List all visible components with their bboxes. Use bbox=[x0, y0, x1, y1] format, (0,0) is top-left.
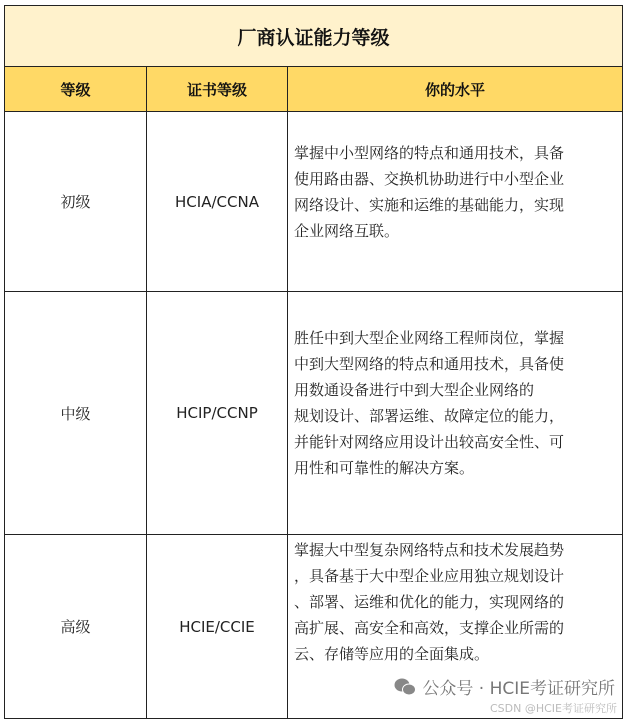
csdn-watermark: CSDN @HCIE考证研究所 bbox=[489, 702, 617, 715]
cert-cell: HCIA/CCNA bbox=[147, 112, 288, 292]
desc-line: 、部署、运维和优化的能力，实现网络的 bbox=[294, 592, 565, 611]
certification-table bbox=[4, 5, 623, 719]
cert-cell: HCIP/CCNP bbox=[147, 292, 288, 535]
desc-cell bbox=[288, 112, 623, 292]
desc-line: 使用路由器、交换机协助进行中小型企业 bbox=[294, 169, 565, 188]
desc-line: 胜任中到大型企业网络工程师岗位，掌握 bbox=[294, 329, 565, 347]
table-title: 厂商认证能力等级 bbox=[5, 6, 623, 67]
desc-line: 网络设计、实施和运维的基础能力，实现 bbox=[294, 195, 565, 214]
level-cell: 中级 bbox=[5, 292, 147, 535]
desc-line: 用性和可靠性的解决方案。 bbox=[294, 459, 475, 477]
header-desc: 你的水平 bbox=[288, 67, 623, 112]
desc-line: 并能针对网络应用设计出较高安全性、可 bbox=[294, 433, 565, 451]
desc-line: 中到大型网络的特点和通用技术，具备使 bbox=[294, 355, 565, 373]
watermark-text: 公众号 · HCIE考证研究所 bbox=[422, 679, 615, 699]
level-cell: 高级 bbox=[5, 535, 147, 719]
cert-cell: HCIE/CCIE bbox=[147, 535, 288, 719]
desc-line: 掌握大中型复杂网络特点和技术发展趋势 bbox=[294, 540, 565, 559]
desc-line: 云、存储等应用的全面集成。 bbox=[294, 644, 490, 663]
table-row bbox=[5, 292, 623, 535]
table-row bbox=[5, 112, 623, 292]
desc-line: ，具备基于大中型企业应用独立规划设计 bbox=[294, 566, 565, 585]
watermark bbox=[394, 674, 615, 699]
desc-line: 用数通设备进行中到大型企业网络的 bbox=[294, 381, 535, 399]
wechat-icon bbox=[394, 678, 416, 696]
desc-line: 规划设计、部署运维、故障定位的能力， bbox=[294, 407, 565, 425]
desc-cell bbox=[288, 292, 623, 535]
header-level: 等级 bbox=[5, 67, 147, 112]
desc-line: 企业网络互联。 bbox=[294, 221, 400, 240]
level-cell: 初级 bbox=[5, 112, 147, 292]
desc-line: 高扩展、高安全和高效，支撑企业所需的 bbox=[294, 618, 565, 637]
desc-line: 掌握中小型网络的特点和通用技术，具备 bbox=[294, 143, 565, 162]
header-cert: 证书等级 bbox=[147, 67, 288, 112]
